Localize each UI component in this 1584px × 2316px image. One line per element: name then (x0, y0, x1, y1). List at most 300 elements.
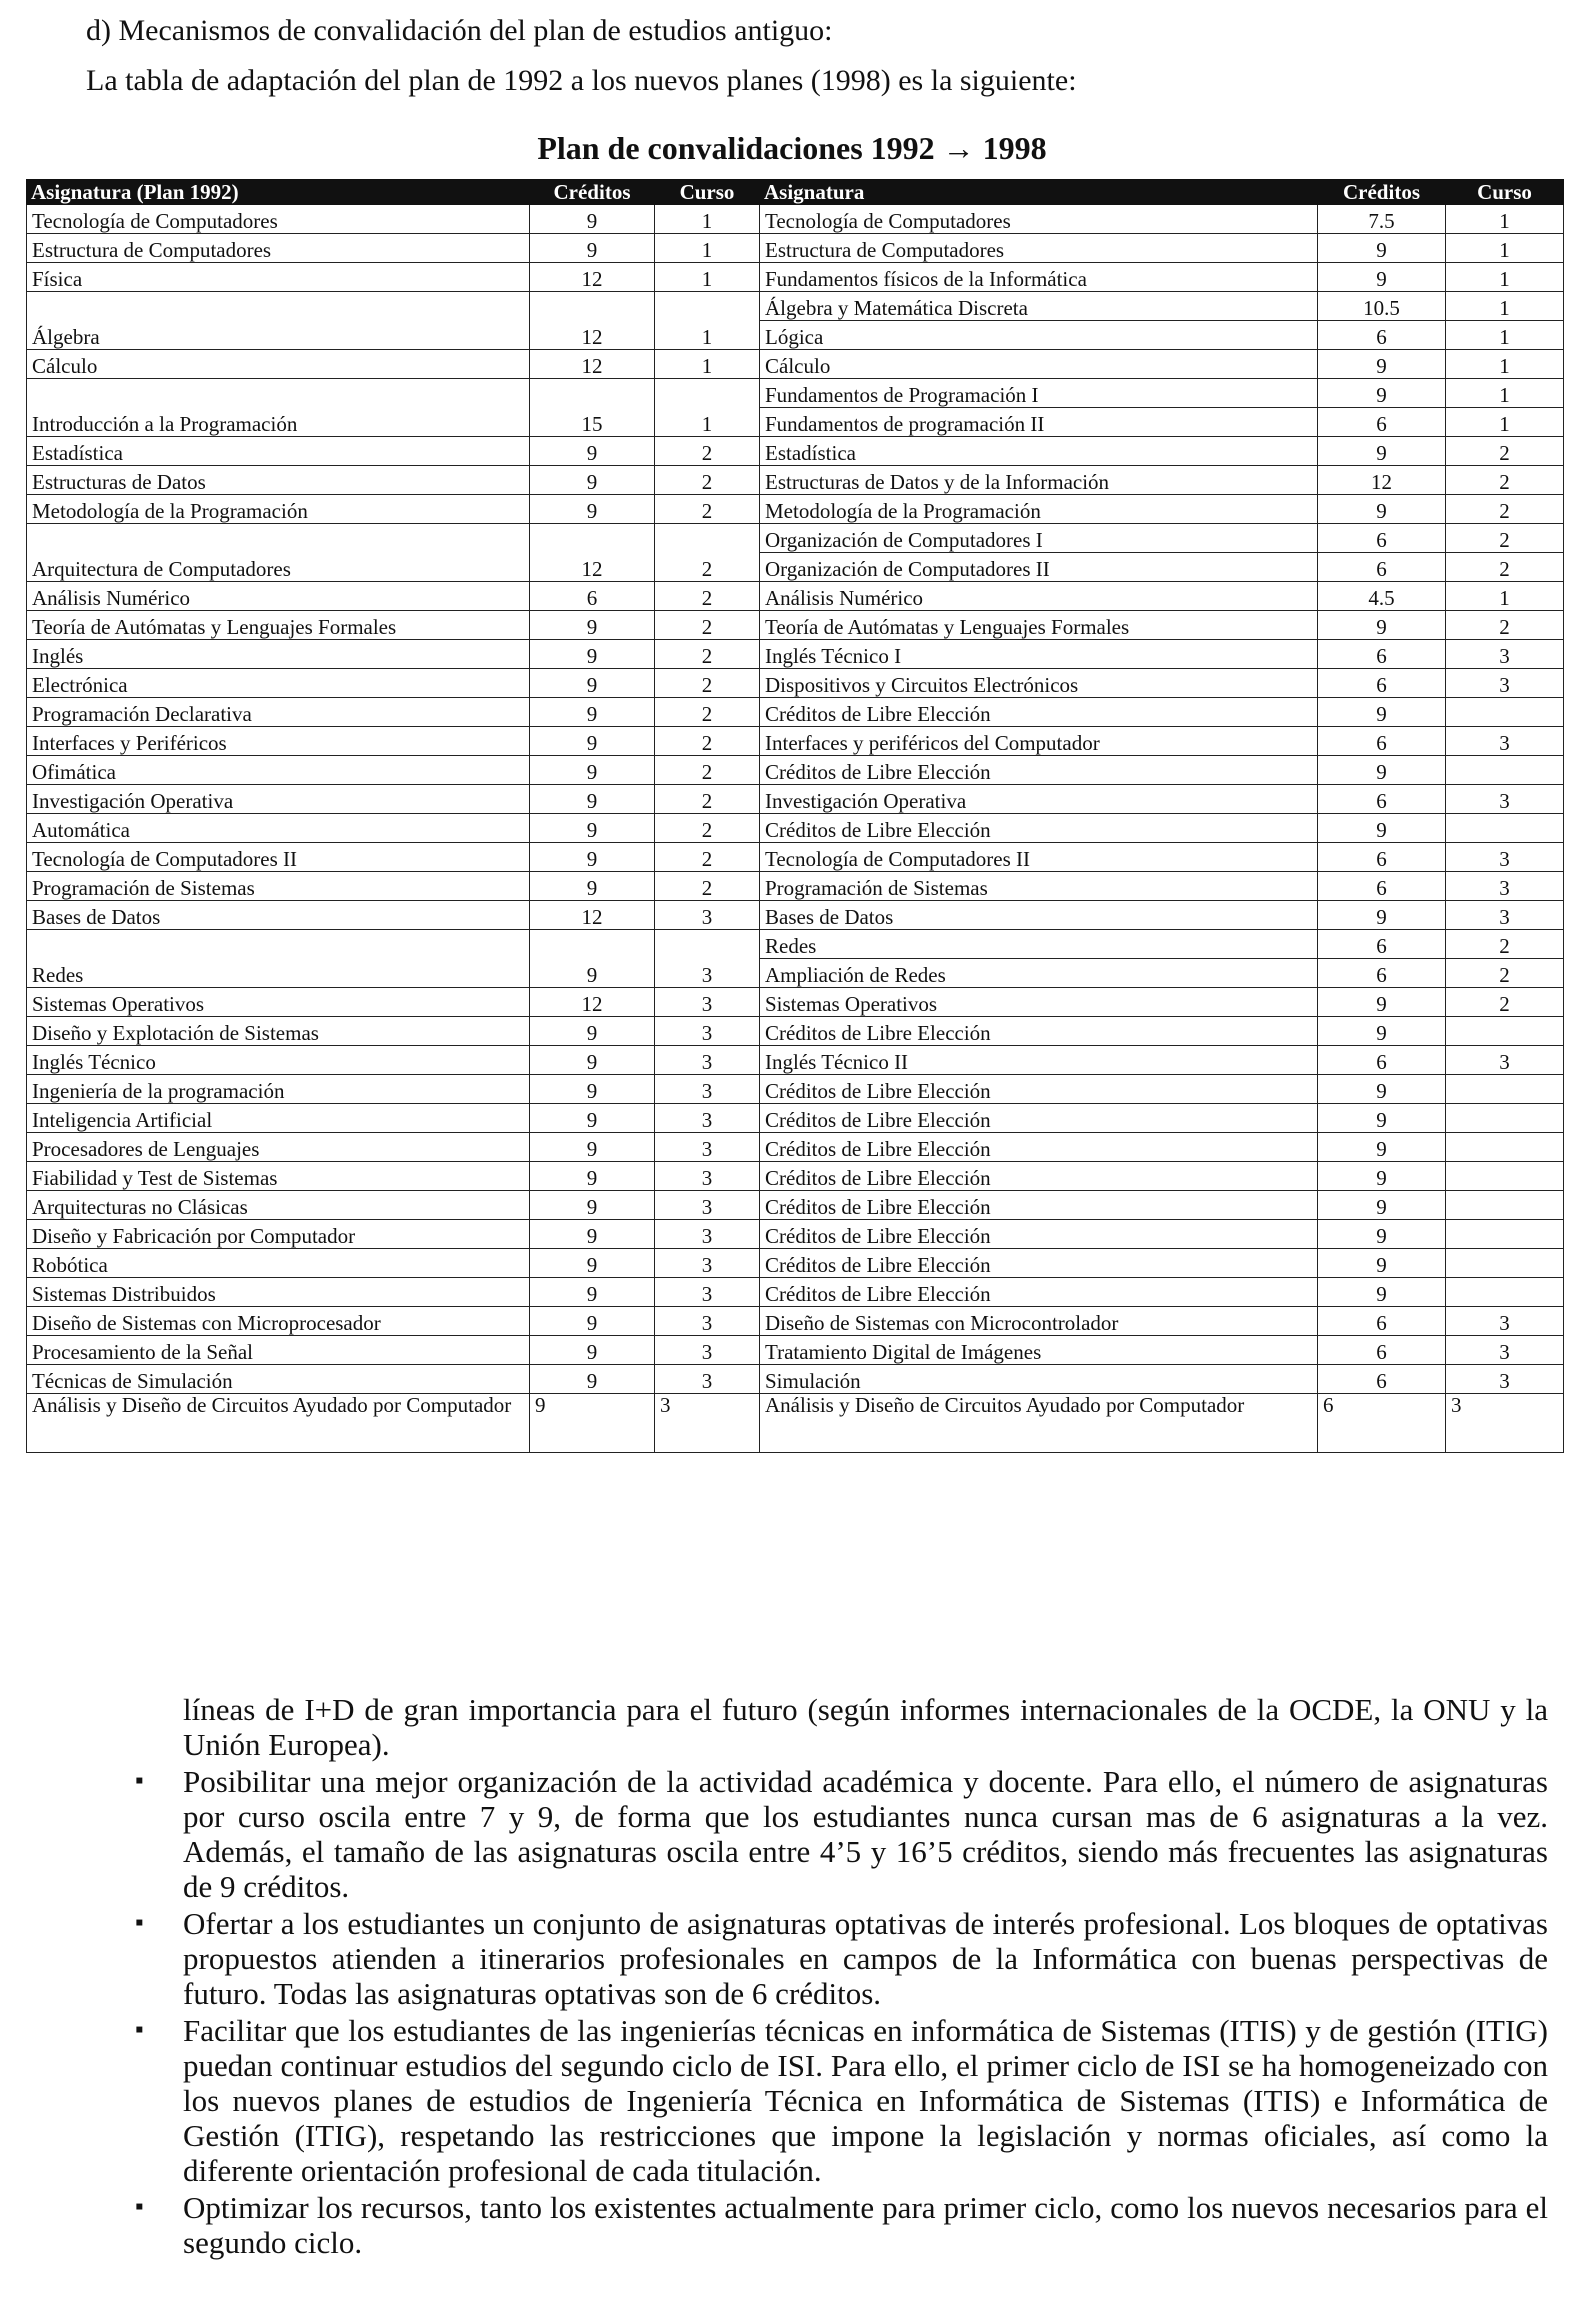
old-subject-cell: Metodología de la Programación (27, 495, 530, 524)
header-new-credits: Créditos (1318, 180, 1446, 205)
new-subject-cell: Simulación (760, 1365, 1318, 1394)
new-credits-cell: 6 (1318, 872, 1446, 901)
old-year-cell: 3 (655, 1191, 760, 1220)
old-credits-cell: 9 (530, 1075, 655, 1104)
table-row (27, 205, 1564, 234)
new-year-cell: 3 (1446, 872, 1564, 901)
old-credits-cell: 9 (530, 1394, 655, 1453)
old-subject-cell: Investigación Operativa (27, 785, 530, 814)
new-credits-cell: 6 (1318, 1307, 1446, 1336)
new-subject-cell: Programación de Sistemas (760, 872, 1318, 901)
new-credits-cell: 9 (1318, 756, 1446, 785)
old-credits-cell: 9 (530, 814, 655, 843)
old-year-cell: 2 (655, 727, 760, 756)
new-credits-cell: 9 (1318, 1278, 1446, 1307)
new-credits-cell: 6 (1318, 843, 1446, 872)
new-subject-cell: Redes (760, 930, 1318, 959)
old-credits-cell: 9 (530, 930, 655, 988)
old-year-cell: 2 (655, 756, 760, 785)
old-year-cell: 2 (655, 669, 760, 698)
old-credits-cell: 9 (530, 1046, 655, 1075)
new-credits-cell: 9 (1318, 263, 1446, 292)
old-credits-cell: 9 (530, 698, 655, 727)
new-credits-cell: 6 (1318, 553, 1446, 582)
new-year-cell: 1 (1446, 321, 1564, 350)
old-subject-cell: Programación Declarativa (27, 698, 530, 727)
new-year-cell: 2 (1446, 611, 1564, 640)
new-subject-cell: Estructura de Computadores (760, 234, 1318, 263)
bullet-item (135, 1906, 1548, 2011)
new-subject-cell: Análisis Numérico (760, 582, 1318, 611)
bullet-item (135, 2190, 1548, 2260)
new-credits-cell: 9 (1318, 1104, 1446, 1133)
bullet-item (135, 1764, 1548, 1904)
old-year-cell: 2 (655, 814, 760, 843)
table-row (27, 988, 1564, 1017)
new-year-cell: 3 (1446, 1307, 1564, 1336)
new-year-cell: 3 (1446, 1046, 1564, 1075)
header-new-year: Curso (1446, 180, 1564, 205)
old-year-cell: 1 (655, 263, 760, 292)
bullet-icon: ▪ (135, 2194, 144, 2220)
old-credits-cell: 9 (530, 843, 655, 872)
old-credits-cell: 12 (530, 988, 655, 1017)
table-row (27, 1104, 1564, 1133)
old-subject-cell: Tecnología de Computadores (27, 205, 530, 234)
old-year-cell: 2 (655, 611, 760, 640)
old-year-cell: 2 (655, 437, 760, 466)
old-subject-cell: Procesadores de Lenguajes (27, 1133, 530, 1162)
new-credits-cell: 9 (1318, 350, 1446, 379)
table-row (27, 1336, 1564, 1365)
bullet-text: Posibilitar una mejor organización de la actividad académica y docente. Para ello, el número de asignaturas por curso oscila entre 7 y 9, de forma que los estudiantes nunca cursan mas de 6 asignaturas a la vez. Además, el tamaño de las asignaturas oscila entre 4’5 y 16’5 créditos, siendo más frecuentes las asignaturas de 9 créditos. (183, 1764, 1548, 1904)
table-title: Plan de convalidaciones 1992 → 1998 (537, 130, 1047, 166)
new-subject-cell: Créditos de Libre Elección (760, 1249, 1318, 1278)
new-year-cell: 2 (1446, 930, 1564, 959)
old-year-cell: 2 (655, 785, 760, 814)
old-subject-cell: Redes (27, 930, 530, 988)
old-credits-cell: 12 (530, 901, 655, 930)
new-subject-cell: Teoría de Autómatas y Lenguajes Formales (760, 611, 1318, 640)
new-year-cell (1446, 1249, 1564, 1278)
new-subject-cell: Inglés Técnico II (760, 1046, 1318, 1075)
old-subject-cell: Sistemas Distribuidos (27, 1278, 530, 1307)
new-credits-cell: 9 (1318, 988, 1446, 1017)
new-credits-cell: 6 (1318, 1365, 1446, 1394)
table-intro-text: La tabla de adaptación del plan de 1992 a los nuevos planes (1998) es la siguiente: (86, 64, 1077, 97)
new-credits-cell: 9 (1318, 1075, 1446, 1104)
new-year-cell (1446, 698, 1564, 727)
old-credits-cell: 9 (530, 495, 655, 524)
new-year-cell (1446, 1278, 1564, 1307)
old-credits-cell: 12 (530, 524, 655, 582)
new-credits-cell: 6 (1318, 640, 1446, 669)
old-year-cell: 3 (655, 1307, 760, 1336)
new-credits-cell: 9 (1318, 1017, 1446, 1046)
new-credits-cell: 9 (1318, 234, 1446, 263)
old-credits-cell: 9 (530, 611, 655, 640)
old-year-cell: 2 (655, 872, 760, 901)
old-credits-cell: 9 (530, 234, 655, 263)
new-year-cell: 2 (1446, 553, 1564, 582)
convalidation-table (26, 179, 1564, 1453)
old-subject-cell: Introducción a la Programación (27, 379, 530, 437)
new-year-cell: 2 (1446, 524, 1564, 553)
new-year-cell (1446, 756, 1564, 785)
old-credits-cell: 9 (530, 437, 655, 466)
old-subject-cell: Técnicas de Simulación (27, 1365, 530, 1394)
new-subject-cell: Créditos de Libre Elección (760, 1278, 1318, 1307)
new-year-cell: 3 (1446, 843, 1564, 872)
new-credits-cell: 9 (1318, 1191, 1446, 1220)
old-subject-cell: Procesamiento de la Señal (27, 1336, 530, 1365)
old-year-cell: 2 (655, 495, 760, 524)
old-credits-cell: 12 (530, 350, 655, 379)
header-old-credits: Créditos (530, 180, 655, 205)
new-year-cell: 1 (1446, 408, 1564, 437)
new-year-cell: 2 (1446, 959, 1564, 988)
old-credits-cell: 9 (530, 1133, 655, 1162)
bullet-text: Ofertar a los estudiantes un conjunto de asignaturas optativas de interés profesional. Los bloques de optativas propuestos atienden a itinerarios profesionales en campos de la Informática con buenas perspectivas de futuro. Todas las asignaturas optativas son de 6 créditos. (183, 1906, 1548, 2011)
old-year-cell: 3 (655, 1017, 760, 1046)
table-row (27, 1249, 1564, 1278)
old-year-cell: 3 (655, 1104, 760, 1133)
new-year-cell: 1 (1446, 350, 1564, 379)
old-year-cell: 3 (655, 1278, 760, 1307)
table-row (27, 1278, 1564, 1307)
new-credits-cell: 6 (1318, 785, 1446, 814)
new-subject-cell: Fundamentos de programación II (760, 408, 1318, 437)
new-credits-cell: 9 (1318, 437, 1446, 466)
new-subject-cell: Créditos de Libre Elección (760, 1075, 1318, 1104)
old-subject-cell: Ofimática (27, 756, 530, 785)
new-subject-cell: Cálculo (760, 350, 1318, 379)
new-year-cell: 1 (1446, 205, 1564, 234)
table-row (27, 1191, 1564, 1220)
table-row (27, 872, 1564, 901)
bullet-text: Optimizar los recursos, tanto los existentes actualmente para primer ciclo, como los nuevos necesarios para el segundo ciclo. (183, 2190, 1548, 2260)
old-credits-cell: 9 (530, 640, 655, 669)
table-row (27, 1017, 1564, 1046)
table-row (27, 1075, 1564, 1104)
old-credits-cell: 9 (530, 785, 655, 814)
old-year-cell: 3 (655, 1133, 760, 1162)
old-year-cell: 2 (655, 466, 760, 495)
table-row (27, 1307, 1564, 1336)
new-subject-cell: Lógica (760, 321, 1318, 350)
old-year-cell: 2 (655, 524, 760, 582)
section-heading: d) Mecanismos de convalidación del plan de estudios antiguo: (86, 14, 833, 47)
new-credits-cell: 9 (1318, 379, 1446, 408)
bullet-text: Facilitar que los estudiantes de las ingenierías técnicas en informática de Sistemas (ITIS) y de gestión (ITIG) puedan continuar estudios del segundo ciclo de ISI. Para ello, el primer ciclo de ISI se ha homogeneizado con los nuevos planes de estudios de Ingeniería Técnica en Informática de Sistemas (ITIS) e Informática de Gestión (ITIG), respetando las restricciones que impone la legislación y normas oficiales, así como la diferente orientación profesional de cada titulación. (183, 2013, 1548, 2188)
table-row (27, 292, 1564, 321)
table-header-row (27, 180, 1564, 205)
new-year-cell: 1 (1446, 234, 1564, 263)
old-subject-cell: Diseño de Sistemas con Microprocesador (27, 1307, 530, 1336)
new-subject-cell: Fundamentos físicos de la Informática (760, 263, 1318, 292)
old-subject-cell: Física (27, 263, 530, 292)
new-credits-cell: 7.5 (1318, 205, 1446, 234)
new-year-cell (1446, 1133, 1564, 1162)
table-row (27, 640, 1564, 669)
table-row (27, 756, 1564, 785)
old-year-cell: 3 (655, 1220, 760, 1249)
new-subject-cell: Créditos de Libre Elección (760, 814, 1318, 843)
old-year-cell: 3 (655, 1075, 760, 1104)
old-year-cell: 1 (655, 379, 760, 437)
old-credits-cell: 9 (530, 1017, 655, 1046)
old-subject-cell: Diseño y Explotación de Sistemas (27, 1017, 530, 1046)
new-subject-cell: Organización de Computadores I (760, 524, 1318, 553)
new-credits-cell: 6 (1318, 408, 1446, 437)
new-credits-cell: 10.5 (1318, 292, 1446, 321)
new-credits-cell: 9 (1318, 901, 1446, 930)
old-subject-cell: Análisis y Diseño de Circuitos Ayudado por Computador (27, 1394, 530, 1453)
new-subject-cell: Créditos de Libre Elección (760, 1133, 1318, 1162)
new-subject-cell: Bases de Datos (760, 901, 1318, 930)
new-subject-cell: Álgebra y Matemática Discreta (760, 292, 1318, 321)
new-credits-cell: 9 (1318, 1133, 1446, 1162)
old-year-cell: 1 (655, 205, 760, 234)
new-subject-cell: Tecnología de Computadores (760, 205, 1318, 234)
old-year-cell: 3 (655, 930, 760, 988)
new-year-cell: 3 (1446, 1394, 1564, 1453)
new-subject-cell: Tecnología de Computadores II (760, 843, 1318, 872)
objectives-list (135, 1764, 1548, 2260)
old-year-cell: 2 (655, 640, 760, 669)
new-year-cell (1446, 1220, 1564, 1249)
old-credits-cell: 6 (530, 582, 655, 611)
table-row (27, 495, 1564, 524)
new-subject-cell: Inglés Técnico I (760, 640, 1318, 669)
old-year-cell: 2 (655, 843, 760, 872)
new-subject-cell: Créditos de Libre Elección (760, 1017, 1318, 1046)
new-credits-cell: 6 (1318, 727, 1446, 756)
table-row (27, 1220, 1564, 1249)
old-subject-cell: Sistemas Operativos (27, 988, 530, 1017)
old-subject-cell: Estadística (27, 437, 530, 466)
old-subject-cell: Programación de Sistemas (27, 872, 530, 901)
new-year-cell: 3 (1446, 727, 1564, 756)
new-year-cell: 3 (1446, 669, 1564, 698)
new-year-cell: 1 (1446, 292, 1564, 321)
table-row (27, 1046, 1564, 1075)
new-year-cell: 3 (1446, 785, 1564, 814)
new-subject-cell: Análisis y Diseño de Circuitos Ayudado por Computador (760, 1394, 1318, 1453)
table-row (27, 234, 1564, 263)
old-year-cell: 3 (655, 901, 760, 930)
header-new-subject: Asignatura (760, 180, 1318, 205)
old-subject-cell: Inteligencia Artificial (27, 1104, 530, 1133)
new-credits-cell: 9 (1318, 814, 1446, 843)
old-credits-cell: 9 (530, 1220, 655, 1249)
bullet-icon: ▪ (135, 1768, 144, 1794)
old-credits-cell: 9 (530, 1336, 655, 1365)
old-credits-cell: 9 (530, 1365, 655, 1394)
new-credits-cell: 12 (1318, 466, 1446, 495)
table-row (27, 379, 1564, 408)
new-subject-cell: Metodología de la Programación (760, 495, 1318, 524)
new-year-cell: 1 (1446, 379, 1564, 408)
old-year-cell: 3 (655, 1336, 760, 1365)
new-year-cell (1446, 1075, 1564, 1104)
old-credits-cell: 9 (530, 1307, 655, 1336)
table-row (27, 466, 1564, 495)
new-subject-cell: Sistemas Operativos (760, 988, 1318, 1017)
table-row (27, 611, 1564, 640)
bullet-item (135, 2013, 1548, 2188)
table-row (27, 1394, 1564, 1453)
old-credits-cell: 15 (530, 379, 655, 437)
new-year-cell: 1 (1446, 263, 1564, 292)
table-row (27, 843, 1564, 872)
old-subject-cell: Estructura de Computadores (27, 234, 530, 263)
old-credits-cell: 9 (530, 205, 655, 234)
continued-paragraph: líneas de I+D de gran importancia para el futuro (según informes internacionales de la OCDE, la ONU y la Unión Europea). (183, 1692, 1548, 1762)
old-year-cell: 1 (655, 350, 760, 379)
new-credits-cell: 9 (1318, 698, 1446, 727)
new-credits-cell: 4.5 (1318, 582, 1446, 611)
old-subject-cell: Álgebra (27, 292, 530, 350)
new-credits-cell: 6 (1318, 959, 1446, 988)
table-row (27, 1162, 1564, 1191)
old-credits-cell: 9 (530, 1104, 655, 1133)
new-credits-cell: 9 (1318, 1162, 1446, 1191)
old-subject-cell: Inglés Técnico (27, 1046, 530, 1075)
table-row (27, 669, 1564, 698)
new-year-cell: 2 (1446, 437, 1564, 466)
objectives-text (135, 1692, 1548, 2260)
old-year-cell: 3 (655, 1162, 760, 1191)
table-row (27, 930, 1564, 959)
old-credits-cell: 12 (530, 292, 655, 350)
old-subject-cell: Análisis Numérico (27, 582, 530, 611)
new-subject-cell: Créditos de Libre Elección (760, 756, 1318, 785)
old-credits-cell: 9 (530, 1162, 655, 1191)
old-year-cell: 2 (655, 582, 760, 611)
table-row (27, 1365, 1564, 1394)
old-credits-cell: 9 (530, 756, 655, 785)
new-year-cell: 2 (1446, 495, 1564, 524)
table-row (27, 582, 1564, 611)
new-credits-cell: 6 (1318, 1046, 1446, 1075)
old-subject-cell: Electrónica (27, 669, 530, 698)
new-credits-cell: 6 (1318, 669, 1446, 698)
new-subject-cell: Estructuras de Datos y de la Información (760, 466, 1318, 495)
new-subject-cell: Interfaces y periféricos del Computador (760, 727, 1318, 756)
old-subject-cell: Inglés (27, 640, 530, 669)
old-credits-cell: 9 (530, 1249, 655, 1278)
old-subject-cell: Automática (27, 814, 530, 843)
old-subject-cell: Ingeniería de la programación (27, 1075, 530, 1104)
old-credits-cell: 9 (530, 1278, 655, 1307)
new-subject-cell: Investigación Operativa (760, 785, 1318, 814)
new-subject-cell: Tratamiento Digital de Imágenes (760, 1336, 1318, 1365)
new-year-cell: 2 (1446, 988, 1564, 1017)
old-subject-cell: Arquitecturas no Clásicas (27, 1191, 530, 1220)
old-subject-cell: Arquitectura de Computadores (27, 524, 530, 582)
new-year-cell: 2 (1446, 466, 1564, 495)
new-subject-cell: Créditos de Libre Elección (760, 698, 1318, 727)
old-subject-cell: Diseño y Fabricación por Computador (27, 1220, 530, 1249)
table-row (27, 524, 1564, 553)
old-subject-cell: Fiabilidad y Test de Sistemas (27, 1162, 530, 1191)
old-credits-cell: 9 (530, 727, 655, 756)
old-subject-cell: Teoría de Autómatas y Lenguajes Formales (27, 611, 530, 640)
new-subject-cell: Ampliación de Redes (760, 959, 1318, 988)
new-credits-cell: 6 (1318, 321, 1446, 350)
new-year-cell (1446, 1104, 1564, 1133)
old-credits-cell: 9 (530, 872, 655, 901)
new-year-cell (1446, 1017, 1564, 1046)
new-subject-cell: Fundamentos de Programación I (760, 379, 1318, 408)
old-credits-cell: 12 (530, 263, 655, 292)
header-old-subject: Asignatura (Plan 1992) (27, 180, 530, 205)
old-credits-cell: 9 (530, 466, 655, 495)
new-year-cell: 3 (1446, 1365, 1564, 1394)
old-year-cell: 3 (655, 1249, 760, 1278)
old-year-cell: 1 (655, 292, 760, 350)
new-credits-cell: 9 (1318, 1249, 1446, 1278)
old-year-cell: 2 (655, 698, 760, 727)
new-credits-cell: 9 (1318, 1220, 1446, 1249)
new-subject-cell: Diseño de Sistemas con Microcontrolador (760, 1307, 1318, 1336)
table-row (27, 698, 1564, 727)
new-year-cell (1446, 1191, 1564, 1220)
table-row (27, 727, 1564, 756)
table-body (27, 205, 1564, 1453)
new-year-cell (1446, 1162, 1564, 1191)
bullet-icon: ▪ (135, 1910, 144, 1936)
old-year-cell: 3 (655, 1365, 760, 1394)
new-year-cell: 3 (1446, 640, 1564, 669)
new-subject-cell: Créditos de Libre Elección (760, 1104, 1318, 1133)
old-year-cell: 3 (655, 1394, 760, 1453)
table-row (27, 350, 1564, 379)
new-credits-cell: 6 (1318, 1336, 1446, 1365)
table-row (27, 263, 1564, 292)
old-subject-cell: Estructuras de Datos (27, 466, 530, 495)
new-year-cell: 3 (1446, 901, 1564, 930)
old-subject-cell: Interfaces y Periféricos (27, 727, 530, 756)
new-year-cell: 3 (1446, 1336, 1564, 1365)
old-year-cell: 1 (655, 234, 760, 263)
old-subject-cell: Robótica (27, 1249, 530, 1278)
old-credits-cell: 9 (530, 1191, 655, 1220)
table-row (27, 814, 1564, 843)
new-credits-cell: 6 (1318, 1394, 1446, 1453)
old-subject-cell: Tecnología de Computadores II (27, 843, 530, 872)
old-year-cell: 3 (655, 988, 760, 1017)
new-year-cell (1446, 814, 1564, 843)
new-subject-cell: Créditos de Libre Elección (760, 1220, 1318, 1249)
new-credits-cell: 6 (1318, 930, 1446, 959)
table-row (27, 437, 1564, 466)
bullet-icon: ▪ (135, 2017, 144, 2043)
table-row (27, 785, 1564, 814)
new-credits-cell: 9 (1318, 611, 1446, 640)
new-subject-cell: Estadística (760, 437, 1318, 466)
new-year-cell: 1 (1446, 582, 1564, 611)
old-credits-cell: 9 (530, 669, 655, 698)
new-subject-cell: Créditos de Libre Elección (760, 1191, 1318, 1220)
table-row (27, 1133, 1564, 1162)
old-year-cell: 3 (655, 1046, 760, 1075)
old-subject-cell: Bases de Datos (27, 901, 530, 930)
header-old-year: Curso (655, 180, 760, 205)
new-subject-cell: Organización de Computadores II (760, 553, 1318, 582)
new-subject-cell: Dispositivos y Circuitos Electrónicos (760, 669, 1318, 698)
